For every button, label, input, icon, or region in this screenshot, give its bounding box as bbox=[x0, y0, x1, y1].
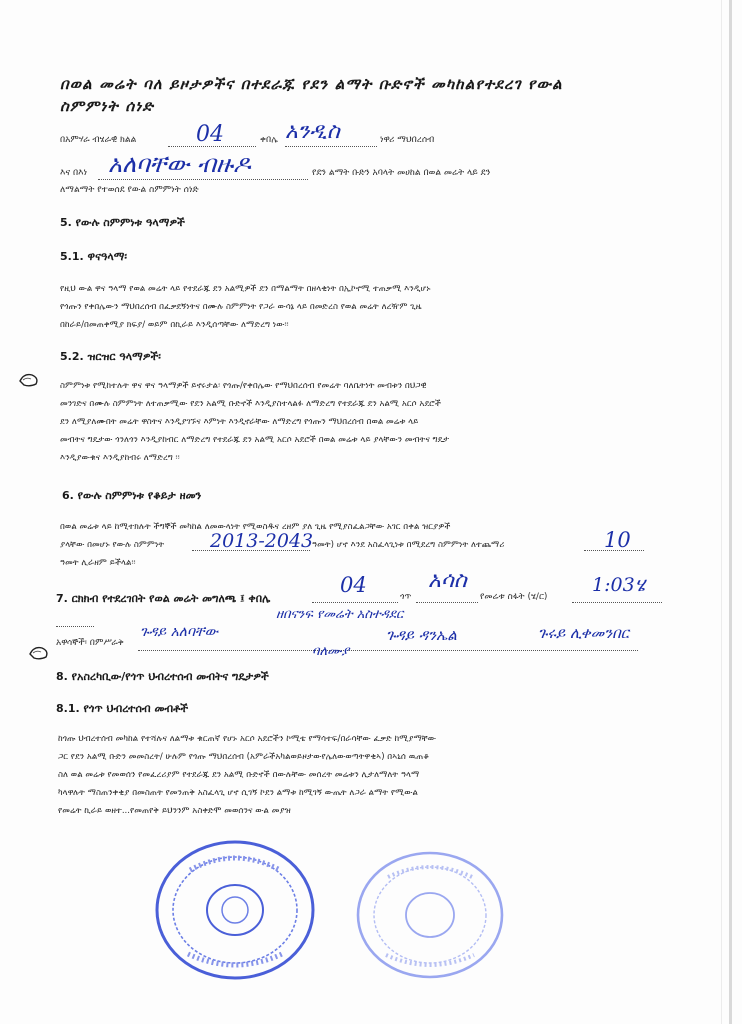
document-title-line2: ስምምነት ሰነድ bbox=[60, 97, 155, 115]
section-5-title: 5. የውሉ ስምምነቱ ዓላማዎች bbox=[60, 216, 185, 229]
hw-sign-5: ጉሩይ ሊቀመንበር bbox=[538, 624, 629, 642]
intro-group-prefix: እና በእነ bbox=[60, 168, 88, 178]
hw-area: 1:03ሄ bbox=[592, 574, 646, 596]
official-seal-stamp bbox=[150, 836, 320, 984]
page-edge-line bbox=[721, 0, 722, 1024]
section-6-line1: በወል መሬቱ ላይ ከሚተክሉት ችግኞች መካከል ለመውላነት የሚወስዱና ረዘም ያለ ጊዜ የሚያስፈልጋቸው አገር በቀል ዝርያዎች bbox=[60, 522, 451, 532]
intro-region-label: በአምሃራ ብሄራዊ ክልል bbox=[60, 135, 137, 145]
section-8-1-title: 8.1. የጎጥ ህብረተሰብ መብቶች bbox=[56, 702, 189, 715]
short-dotted-line bbox=[56, 626, 94, 627]
section-6-title: 6. የውሉ ስምምነቱ የቆይታ ዘመን bbox=[62, 489, 202, 502]
official-seal-stamp bbox=[350, 845, 510, 985]
intro-purpose: ለማልማት የተወሰደ የውል ስምምነት ሰነድ bbox=[60, 185, 199, 195]
section-7-boundaries-label: አዋሳኞች፡ በምሥራቅ bbox=[56, 638, 124, 648]
hw-sign-3: ባለሙያ bbox=[312, 644, 350, 659]
hw-sign-2: ዘበናንፍ የመሬት አስተዳደር bbox=[276, 607, 404, 622]
section-6-line2-b: ዓመት) ሆኖ እንደ አስፈላጊነቱ በሚደረግ ስምምነት ለተጨማሪ bbox=[312, 540, 505, 550]
hw-s7-kebele-number: 04 bbox=[340, 573, 367, 597]
section-5-2-title: 5.2. ዝርዝር ዓላማዎች፡ bbox=[60, 350, 161, 363]
section-5-1-line: የዚህ ውል ዋና ዓላማ የወል መሬት ላይ የተደራጁ ደን አልሚዎች ደን በማልማት በዘላቂነት በኢኮኖሚ ተጠቃሚ እንዲሆኑ bbox=[60, 284, 431, 294]
hw-sign-4: ጉዳይ ዳንኤል bbox=[386, 626, 457, 644]
hw-period: 2013-2043 bbox=[210, 530, 314, 552]
section-5-2-line: መንገድና በሙሉ ስምምነት ለተጠቃሚው የደን አልሚ ቡድኖች እንዲያስተላልፉ ለማድረግ የተደራጁ ደን አልሚ አርሶ አደሮች bbox=[60, 399, 441, 409]
section-6-line2-a: ያላቸው በመሆኑ የውሉ ስምምነት bbox=[60, 540, 165, 550]
section-6-line3: ዓመት ሊራዘም ይችላል፡፡ bbox=[60, 558, 136, 568]
page-edge-shadow bbox=[729, 0, 732, 1024]
punch-hole-icon bbox=[28, 645, 50, 661]
hw-kebele-number: 04 bbox=[196, 122, 224, 147]
section-5-1-line: የጎጡን የቀበሌውን ማህበረሰብ በፈቃደኝነትና በሙሉ ስምምነት የጋራ ውሳኔ ላይ በመድረስ የወል መሬት ለረዥም ጊዜ bbox=[60, 302, 422, 312]
intro-group-text: የደን ልማት ቡድን አባላት መሀከል በወል መሬት ላይ ደን bbox=[312, 168, 491, 178]
fill-line-area bbox=[572, 602, 662, 603]
fill-line-boundaries bbox=[138, 650, 638, 651]
fill-line-s7-gote bbox=[416, 602, 478, 603]
section-8-1-line: ከጎጡ ህብረተሰብ መካከል የተሻሉና ለልማቱ ቁርጠኛ የሆኑ አርሶ አደሮችን ኮሚቴ የማሳተፍ/በራሳቸው ፈቃድ ከሚያማቸው bbox=[58, 734, 437, 744]
section-8-1-line: ጋር የደን አልሚ ቡድን መመስረት/ ሁሉም የጎጡ ማህበረሰብ (አምራችአካልወይዞታውየሌለውወጣትዋቂኣ) በኣኒሰ ዉጠቆ bbox=[58, 752, 430, 762]
section-5-2-line: እንዲያውቁና እንዲያከብሩ ለማድረግ ፡፡ bbox=[60, 453, 180, 463]
section-8-1-line: ስለ ወል መሬቱ የመወሰን የመፈረሪያም የተደራጁ ደን አልሚ ቡድኖች በውሉቸው መሰረት መሬቱን ሊታለማለት ዓላማ bbox=[58, 770, 420, 780]
section-7-gote-label: ጎጥ bbox=[400, 592, 412, 602]
punch-hole-icon bbox=[18, 372, 40, 388]
section-7-title: 7. ርክክብ የተደረገበት የወል መሬት መግለጫ ፤ ቀበሌ bbox=[56, 592, 271, 605]
hw-extension-years: 10 bbox=[604, 528, 631, 552]
hw-s7-name: አሳስ bbox=[428, 568, 467, 593]
section-5-2-line: ደን ለሚያለሙበት መሬት ዋስትና እንዲያገኙና እምነት እንዲኖራቸው ለማድረግ የጎጡን ማህበረሰብ በወል መሬቱ ላይ bbox=[60, 417, 419, 427]
section-8-1-line: ካላዋሉት ማስጠንቀቂያ በመስጠት የመንጠቅ አስፈላጊ ሆኖ ሲገኝ ኮደን ልማቱ ከሚገኝ ውጤት ለጋራ ልማት የሚውል bbox=[58, 788, 419, 798]
section-5-1-line: በከራይ/በመጠቀሚያ ክፍያ/ ወይም በኪራይ እንዲሰጣቸው ለማድረግ ነው፡፡ bbox=[60, 320, 289, 330]
document-title-line1: በወል መሬት ባለ ይዞታዎችና በተደራጁ የደን ልማት ቡድኖች መካከልየተደረገ የውል bbox=[60, 75, 563, 93]
section-5-2-line: መብትና ግዴታው ጎንለጎን እንዲያከብር ለማድረግ የተደራጁ ደን አልሚ አርሶ አደሮች በወል መሬቱ ላይ ያላቸውን መብትና ግዴታ bbox=[60, 435, 450, 445]
section-7-area-label: የመሬቱ ስፋት (ሄ/ር) bbox=[480, 592, 548, 602]
section-8-1-line: የመሬት ኪራይ ወዘተ...የመጠየቅ ይህንንም አስቀድሞ መወሰንና ውል መያዝ bbox=[58, 806, 291, 816]
hw-sign-1: ጉዳይ አለባቸው bbox=[140, 624, 219, 640]
intro-community-label: ነዋሪ ማህበረሰብ bbox=[380, 135, 435, 145]
fill-line-s7-kebele bbox=[312, 602, 398, 603]
intro-kebele-label: ቀበሌ bbox=[260, 135, 278, 145]
section-5-2-line: ስምምነቱ የሚከተሉት ዋና ዋና ዓላማዎች ይኖሩታል፡ የጎጡ/የቀበሌው የማህበረሰብ የመሬት ባለቤትነት መብቱን በህጋዊ bbox=[60, 381, 427, 391]
hw-group-leader: አለባቸው ብዙዶ bbox=[108, 150, 251, 178]
section-5-1-title: 5.1. ዋናዓላማ፡ bbox=[60, 250, 127, 263]
fill-line-kebele-name bbox=[285, 146, 377, 147]
hw-kebele-name: አንዲስ bbox=[285, 119, 340, 144]
fill-line-group-leader bbox=[98, 179, 308, 180]
section-8-title: 8. የአስረካቢው/የጎጥ ህብረተሰብ መብትና ግዴታዎች bbox=[56, 670, 269, 683]
